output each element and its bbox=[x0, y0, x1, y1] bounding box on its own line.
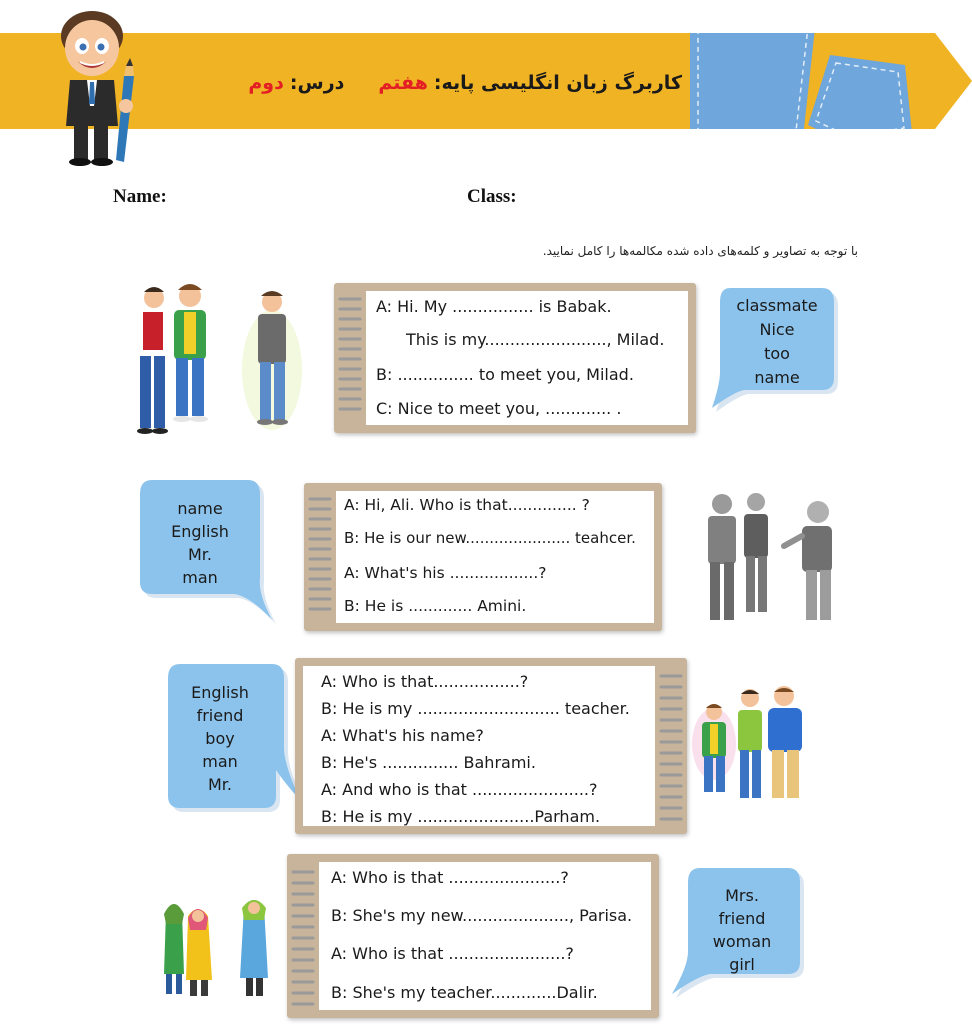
word-bank-item: friend bbox=[718, 909, 766, 928]
exercise-1-people-illustration bbox=[128, 280, 308, 440]
title-grade: هفتم bbox=[378, 72, 428, 94]
word-bank-item: man bbox=[182, 568, 218, 587]
exercise-4-line-3: A: Who is that .......................? bbox=[331, 944, 574, 963]
word-bank-item: name bbox=[754, 368, 800, 387]
notebook-rings-icon bbox=[289, 866, 319, 1010]
exercise-3-line-2: B: He is my ............................ teacher. bbox=[321, 699, 630, 718]
notebook-rings-icon bbox=[306, 493, 336, 621]
exercise-1-line-3: B: ............... to meet you, Milad. bbox=[376, 365, 634, 384]
notebook-rings-icon bbox=[336, 293, 366, 423]
exercise-3-line-3: A: What's his name? bbox=[321, 726, 484, 745]
word-bank-item: too bbox=[764, 344, 790, 363]
worksheet-title bbox=[248, 72, 682, 94]
teacher-cartoon-illustration bbox=[54, 6, 150, 166]
name-label: Name: bbox=[113, 186, 167, 207]
exercise-2-people-illustration bbox=[696, 490, 846, 626]
exercise-3-line-6: B: He is my .......................Parham. bbox=[321, 807, 601, 826]
exercise-3-people-illustration bbox=[690, 684, 820, 804]
exercise-2-line-4: B: He is ............. Amini. bbox=[344, 597, 527, 615]
exercise-2-line-3: A: What's his ..................? bbox=[344, 564, 547, 582]
word-bank-item: Nice bbox=[759, 320, 795, 339]
exercise-2-card bbox=[304, 483, 662, 631]
word-bank-item: English bbox=[171, 522, 229, 541]
exercise-3-line-4: B: He's ............... Bahrami. bbox=[321, 753, 536, 772]
exercise-1-line-1: A: Hi. My ................ is Babak. bbox=[376, 297, 612, 316]
word-bank-item: friend bbox=[196, 706, 244, 725]
notebook-rings-icon bbox=[655, 670, 685, 826]
word-bank-item: classmate bbox=[736, 296, 818, 315]
word-bank-item: woman bbox=[712, 932, 772, 951]
word-bank-item: man bbox=[202, 752, 238, 771]
exercise-4-people-illustration bbox=[156, 894, 276, 1000]
exercise-3-line-1: A: Who is that.................? bbox=[321, 672, 529, 691]
exercise-2-line-1: A: Hi, Ali. Who is that.............. ? bbox=[344, 496, 590, 514]
word-bank-item: name bbox=[177, 499, 223, 518]
word-bank-item: Mrs. bbox=[725, 886, 759, 905]
title-main: کاربرگ زبان انگلیسی پایه: bbox=[433, 72, 682, 94]
word-bank-item: girl bbox=[729, 955, 755, 974]
exercise-3-line-5: A: And who is that .......................? bbox=[321, 780, 598, 799]
exercise-3-card bbox=[295, 658, 687, 834]
exercise-2-line-2: B: He is our new...................... teahcer. bbox=[344, 529, 636, 547]
exercise-4-line-2: B: She's my new....................., Parisa. bbox=[331, 906, 633, 925]
word-bank-item: English bbox=[191, 683, 249, 702]
exercise-4-line-4: B: She's my teacher.............Dalir. bbox=[331, 983, 598, 1002]
word-bank-item: boy bbox=[205, 729, 235, 748]
word-bank-item: Mr. bbox=[188, 545, 212, 564]
exercise-1-card bbox=[334, 283, 696, 433]
word-bank-item: Mr. bbox=[208, 775, 232, 794]
title-lesson-label: درس: bbox=[289, 72, 345, 94]
exercise-4-line-1: A: Who is that ......................? bbox=[331, 868, 569, 887]
exercise-4-card bbox=[287, 854, 659, 1018]
exercise-1-line-2: This is my........................, Milad. bbox=[406, 330, 665, 349]
title-lesson: دوم bbox=[248, 72, 284, 94]
class-label: Class: bbox=[467, 186, 517, 207]
instruction-text: با توجه به تصاویر و کلمه‌های داده شده مکالمه‌ها را کامل نمایید. bbox=[542, 244, 858, 258]
exercise-1-line-4: C: Nice to meet you, ............. . bbox=[376, 399, 622, 418]
